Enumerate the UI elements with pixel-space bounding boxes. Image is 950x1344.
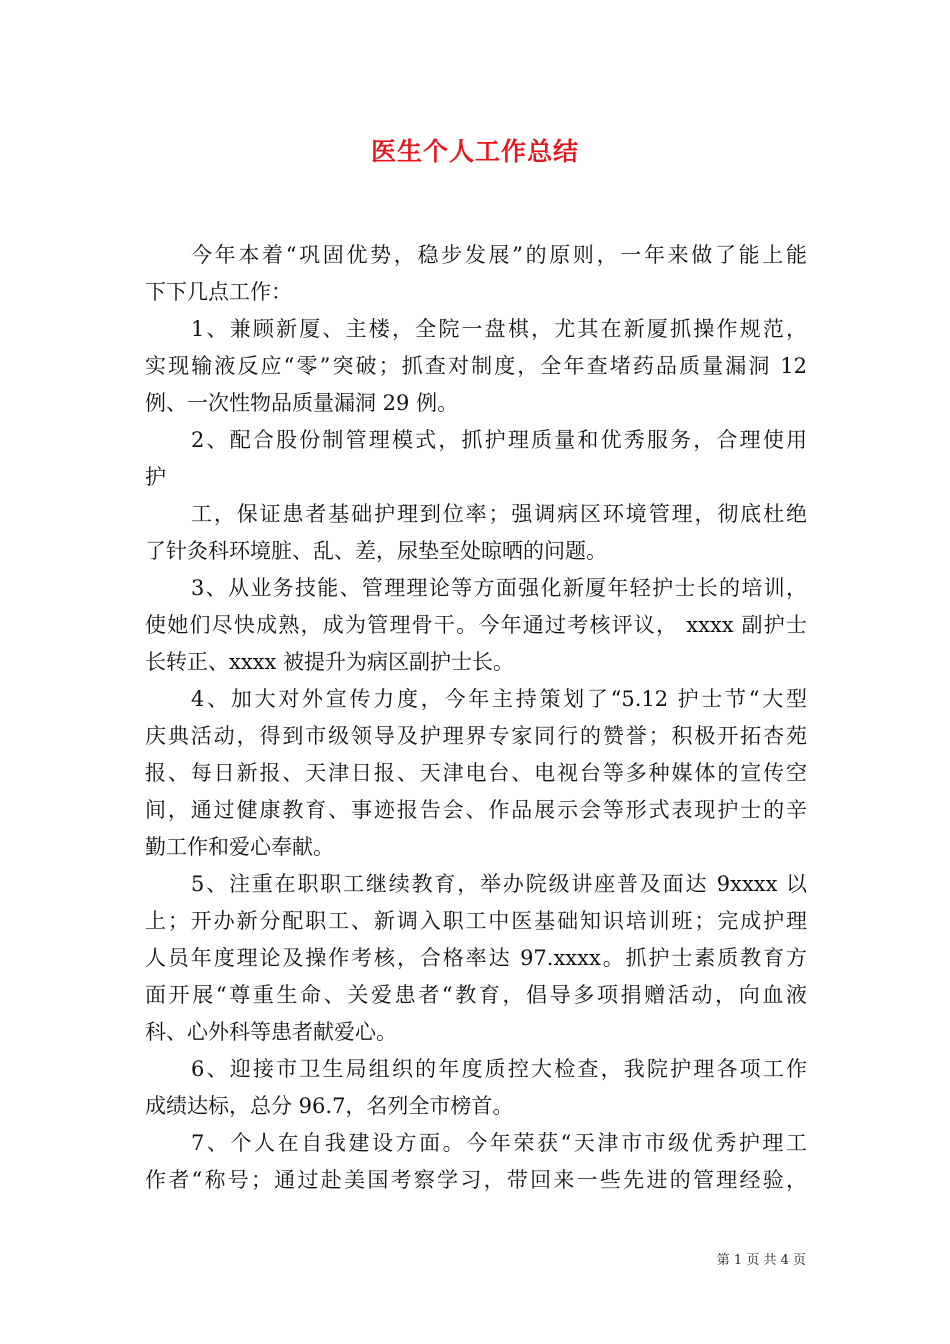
text-line: 5、注重在职职工继续教育，举办院级讲座普及面达 9xxxx 以 (191, 872, 807, 896)
page-number: 第 1 页 共 4 页 (716, 1253, 806, 1268)
text-line: 报、每日新报、天津日报、天津电台、电视台等多种媒体的宣传空 (145, 761, 807, 785)
text-line: 实现输液反应“零”突破；抓查对制度，全年查堵药品质量漏洞 12 (145, 354, 807, 378)
text-line: 1、兼顾新厦、主楼，全院一盘棋，尤其在新厦抓操作规范， (191, 317, 807, 341)
text-line: 6、迎接市卫生局组织的年度质控大检查，我院护理各项工作 (191, 1057, 807, 1081)
text-line: 今年本着“巩固优势，稳步发展”的原则，一年来做了能上能 (191, 243, 807, 267)
text-line: 了针灸科环境脏、乱、差，尿垫至处晾晒的问题。 (145, 539, 607, 563)
text-line: 工，保证患者基础护理到位率；强调病区环境管理，彻底杜绝 (191, 502, 807, 526)
text-line: 4、加大对外宣传力度，今年主持策划了“5.12 护士节“大型 (191, 687, 807, 711)
text-line: 勤工作和爱心奉献。 (145, 835, 334, 859)
text-line: 面开展“尊重生命、关爱患者“教育，倡导多项捐赠活动，向血液 (145, 983, 807, 1007)
text-line: 上；开办新分配职工、新调入职工中医基础知识培训班；完成护理 (145, 909, 807, 933)
text-line: 长转正、xxxx 被提升为病区副护士长。 (145, 650, 515, 674)
text-line: 庆典活动，得到市级领导及护理界专家同行的赞誉；积极开拓杏苑 (145, 724, 807, 748)
text-line: 7、个人在自我建设方面。今年荣获“天津市市级优秀护理工 (191, 1131, 807, 1155)
document-title: 医生个人工作总结 (370, 137, 579, 166)
text-line: 成绩达标，总分 96.7，名列全市榜首。 (145, 1094, 514, 1118)
text-line: 人员年度理论及操作考核，合格率达 97.xxxx。抓护士素质教育方 (145, 946, 807, 970)
text-line: 科、心外科等患者献爱心。 (145, 1020, 397, 1044)
text-line: 2、配合股份制管理模式，抓护理质量和优秀服务，合理使用 (191, 428, 807, 452)
text-line: 护 (145, 465, 166, 489)
text-line: 使她们尽快成熟，成为管理骨干。今年通过考核评议， xxxx 副护士 (145, 613, 807, 637)
text-line: 下下几点工作： (145, 280, 292, 304)
text-line: 3、从业务技能、管理理论等方面强化新厦年轻护士长的培训， (191, 576, 807, 600)
text-line: 间，通过健康教育、事迹报告会、作品展示会等形式表现护士的辛 (145, 798, 807, 822)
text-line: 例、一次性物品质量漏洞 29 例。 (145, 391, 459, 415)
document-body (145, 237, 807, 1199)
text-line: 作者“称号；通过赴美国考察学习，带回来一些先进的管理经验， (145, 1168, 807, 1192)
